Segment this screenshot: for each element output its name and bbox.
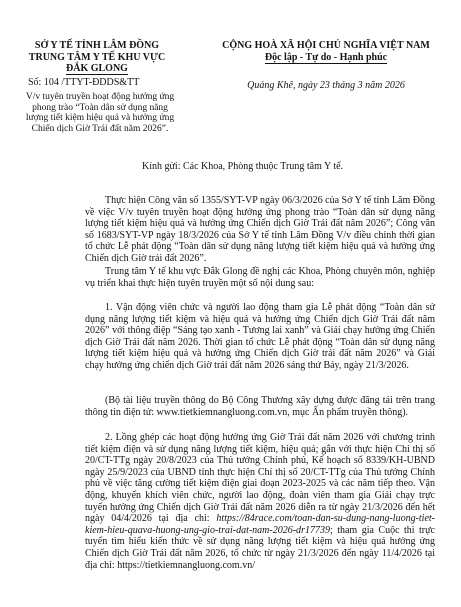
paragraph-materials-note: (Bộ tài liệu truyền thông do Bộ Công Thương xây dựng được đăng tải trên trang thông tin điện tử: www.tietkiemnangluong.com.vn, mục Ấn phẩm truyền thông). — [85, 395, 435, 418]
document-number: Số: 104 /TTYT-ĐDDS&TT — [28, 77, 140, 88]
paragraph-legal-basis: Thực hiện Công văn số 1355/SYT-VP ngày 06/3/2026 của Sở Y tế tỉnh Lâm Đồng về việc V/v tuyên truyền hoạt động hưởng ứng phong trào “Toàn dân sử dụng năng lượng tiết kiệm hiệu quả và hưởng ứng Chiến dịch Giờ Trái đất năm 2026”; Công văn số 1683/SYT-VP ngày 18/3/2026 của Sở Y tế tỉnh Lâm Đồng V/v điều chỉnh thời gian tổ chức Lễ phát động “Toàn dân sử dụng năng lượng tiết kiệm hiệu quả và hưởng ứng Chiến dịch Giờ trái đất 2026”. — [85, 195, 435, 264]
contest-link[interactable]: https://tietkiemnangluong.com.vn/ — [117, 559, 255, 571]
paragraph-item-1: 1. Vận động viên chức và người lao động tham gia Lễ phát động “Toàn dân sử dụng năng lượng tiết kiệm và hiệu quả và hưởng ứng Chiến dịch Giờ Trái đất năm 2026” với thông điệp “Sáng tạo xanh - Tương lai xanh” và Giải chạy hưởng ứng Chiến dịch Giờ Trái đất năm 2026. Thời gian tổ chức Lễ phát động “Toàn dân sử dụng năng lượng tiết kiệm hiệu quả và hưởng ứng Chiến dịch Giờ trái đất năm 2026” và Giải chạy hưởng ứng chiến dịch Giờ trái đất năm 2026 sáng thứ Bảy, ngày 21/3/2026. — [85, 302, 435, 371]
document-subject: V/v tuyên truyền hoạt động hưởng ứng phong trào “Toàn dân sử dụng năng lượng tiết kiệm hiệu quả và hưởng ứng Chiến dịch Giờ Trái đất năm 2026”. — [25, 92, 175, 134]
place-date: Quảng Khê, ngày 23 tháng 3 năm 2026 — [247, 80, 405, 91]
item-2-text: 2. Lồng ghép các hoạt động hưởng ứng Giờ Trái đất năm 2026 với chương trình tiết kiệm điện và sử dụng năng lượng tiết kiệm, hiệu quả; gắn với thực hiện Chỉ thị số 20/CT-TTg ngày 20/8/2023 của Thủ tướng Chính phủ, Kế hoạch số 8339/KH-UBND ngày 25/9/2023 của UBND tỉnh thực hiện Chỉ thị số 20/CT-TTg của Thủ tướng Chính phủ về việc tăng cường tiết kiệm điện giai đoạn 2023-2025 và các năm tiếp theo. Vận động, khuyến khích viên chức, người lao động, đoàn viên tham gia Giải chạy trực tuyến hưởng ứng Chiến dịch Giờ Trái đất năm 2026 diễn ra từ ngày 21/3/2026 đến hết ngày 04/4/2026 tại địa chỉ: — [85, 432, 435, 525]
paragraph-item-2 — [85, 432, 435, 571]
national-motto: Độc lập - Tự do - Hạnh phúc — [264, 52, 388, 63]
paragraph-instruction: Trung tâm Y tế khu vực Đắk Glong đề nghị các Khoa, Phòng chuyên môn, nghiệp vụ triển khai thực hiện tuyên truyền một số nội dung sau: — [85, 266, 435, 289]
item-2-contest-text: ; tham gia Cuộc thi trực tuyến tìm hiểu kiến thức về sử dụng năng lượng tiết kiệm và hiệu quả hưởng ứng Chiến dịch Giờ Trái đất năm 2026, tổ chức từ ngày 21/3/2026 đến ngày 11/4/2026 tại địa chỉ: — [85, 524, 435, 571]
issuer-block — [12, 40, 182, 75]
race-link[interactable]: https://84race.com/toan-dan-su-dung-nang-luong-tiet-kiem-hieu-quava-huong-ung-gio-trai-dat-nam-2026-dr17739 — [85, 513, 435, 536]
issuer-parent: SỞ Y TẾ TỈNH LÂM ĐỒNG — [34, 40, 160, 51]
motto-wrap — [198, 52, 454, 64]
issuer-name-line1: TRUNG TÂM Y TẾ KHU VỰC — [28, 51, 166, 63]
issuer-name-line2: ĐẮK GLONG — [66, 63, 128, 75]
national-title: CỘNG HOÀ XÃ HỘI CHỦ NGHĨA VIỆT NAM — [222, 40, 430, 51]
recipient-line: Kính gửi: Các Khoa, Phòng thuộc Trung tâm Y tế. — [142, 161, 344, 172]
